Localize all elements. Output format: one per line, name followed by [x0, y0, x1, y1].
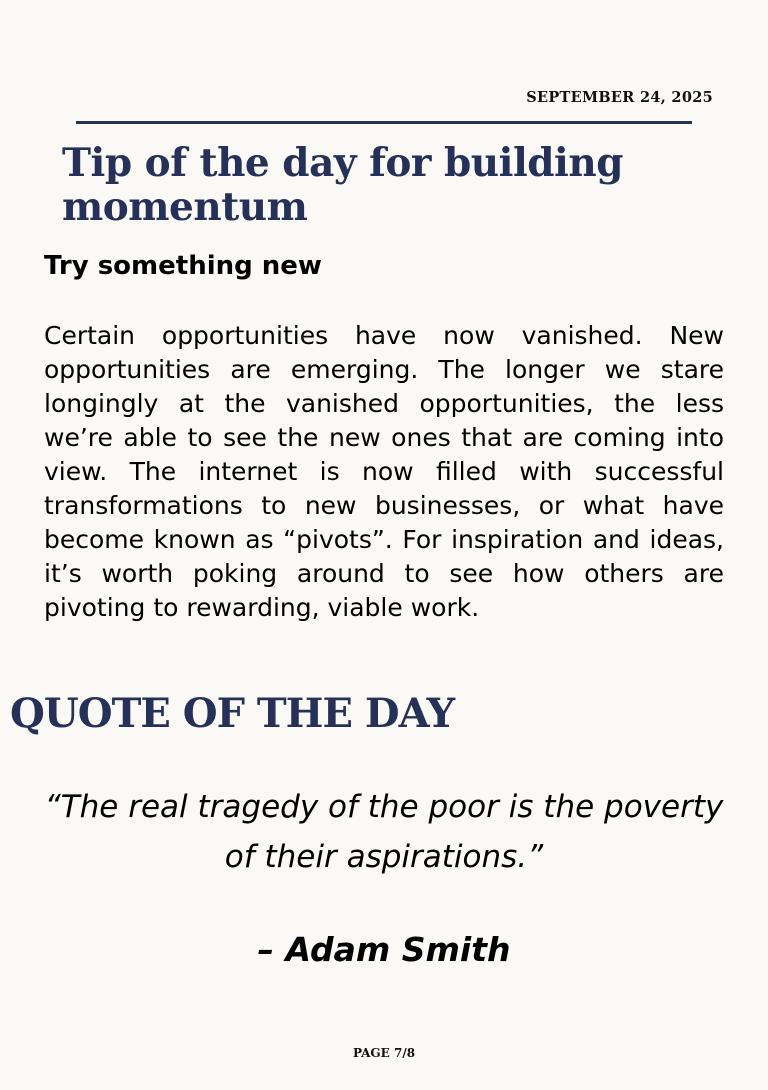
- header-divider: [76, 121, 692, 124]
- quote-author: – Adam Smith: [257, 930, 511, 969]
- tip-subtitle: Try something new: [44, 251, 322, 281]
- quote-text: “The real tragedy of the poor is the poverty of their aspirations.”: [44, 789, 724, 875]
- page-number: PAGE 7/8: [352, 1046, 416, 1060]
- tip-title: Tip of the day for building momentum: [62, 140, 623, 230]
- quote-heading: QUOTE OF THE DAY: [10, 690, 455, 737]
- publication-date: SEPTEMBER 24, 2025: [526, 89, 713, 106]
- tip-body: Certain opportunities have now vanished. New opportunities are emerging. The longer we stare longingly at the vanished opportunities, the less we’re able to see the new ones that are coming into view. The internet is now filled with successful transformations to new businesses, or what have become known as “pivots”. For inspiration and ideas, it’s worth poking around to see how others are pivoting to rewarding, viable work.: [44, 321, 724, 622]
